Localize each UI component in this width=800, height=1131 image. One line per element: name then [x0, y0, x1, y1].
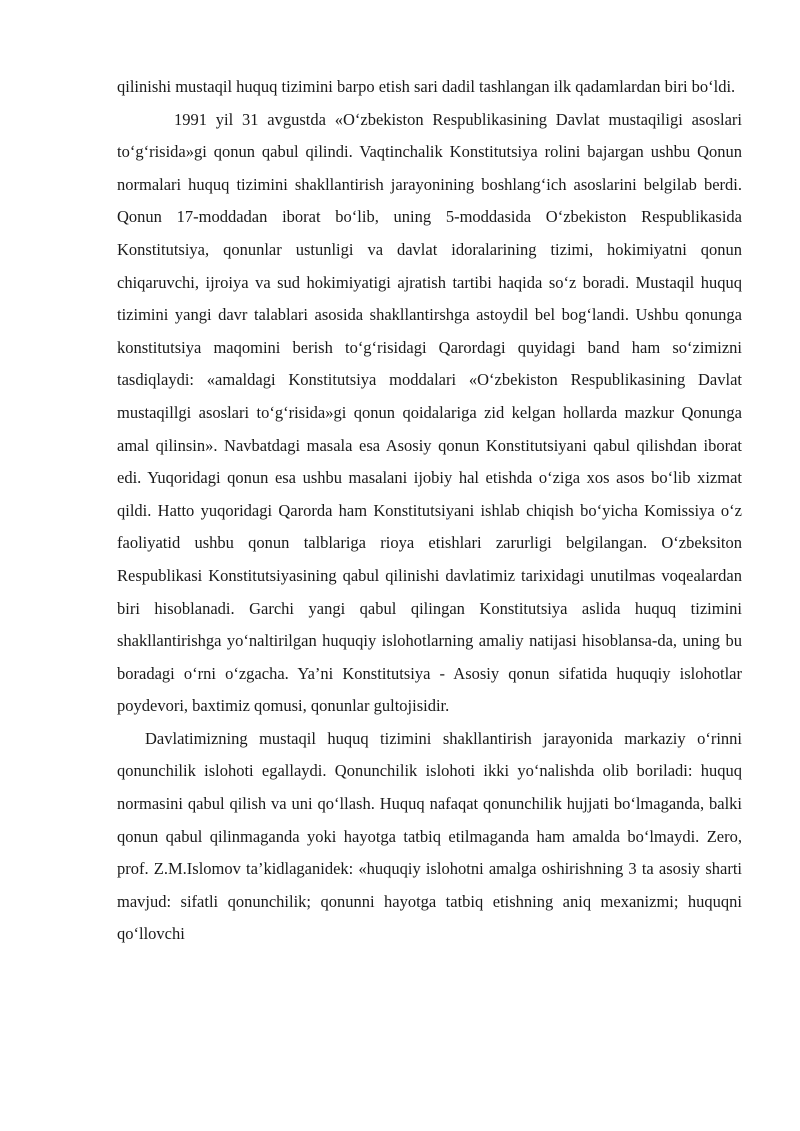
document-page [117, 71, 742, 951]
paragraph-continued: qilinishi mustaqil huquq tizimini barpo etish sari dadil tashlangan ilk qadamlardan biri bo‘ldi. [117, 77, 736, 96]
paragraph-law-1991: 1991 yil 31 avgustda «O‘zbekiston Respublikasining Davlat mustaqiligi asoslari to‘g‘risida»gi qonun qabul qilindi. Vaqtinchalik Konstitutsiya rolini bajargan ushbu Qonun normalari huquq tizimini shakllantirish jarayonining boshlang‘ich asoslarini belgilab berdi. Qonun 17-moddadan iborat bo‘lib, uning 5-moddasida O‘zbekiston Respublikasida Konstitutsiya, qonunlar ustunligi va davlat idoralarining tizimi, hokimiyatni qonun chiqaruvchi, ijroiya va sud hokimiyatigi ajratish tartibi haqida so‘z boradi. Mustaqil huquq tizimini yangi davr talablari asosida shakllantirshga astoydil bel bog‘landi. Ushbu qonunga konstitutsiya maqomini berish to‘g‘risidagi Qarordagi quyidagi band ham so‘zimizni tasdiqlaydi: «amaldagi Konstitutsiya moddalari «O‘zbekiston Respublikasining Davlat mustaqillgi asoslari to‘g‘risida»gi qonun qoidalariga zid kelgan hollarda mazkur Qonunga amal qilinsin». Navbatdagi masala esa Asosiy qonun Konstitutsiyani qabul qilishdan iborat edi. Yuqoridagi qonun esa ushbu masalani ijobiy hal etishda o‘ziga xos asos bo‘lib xizmat qildi. Hatto yuqoridagi Qarorda ham Konstitutsiyani ishlab chiqish bo‘yicha Komissiya o‘z faoliyatid ushbu qonun talblariga rioya etishlari zarurligi belgilangan. O‘zbeksiton Respublikasi Konstitutsiyasining qabul qilinishi davlatimiz tarixidagi unutilmas voqealardan biri hisoblanadi. Garchi yangi qabul qilingan Konstitutsiya aslida huquq tizimini shakllantirishga yo‘naltirilgan huquqiy islohotlarning amaliy natijasi hisoblansa-da, uning bu boradagi o‘rni o‘zgacha. Ya’ni Konstitutsiya - Asosiy qonun sifatida huquqiy islohotlar poydevori, baxtimiz qomusi, qonunlar gultojisidir. [117, 109, 742, 716]
paragraph-legislative-reform: Davlatimizning mustaqil huquq tizimini shakllantirish jarayonida markaziy o‘rinni qonunchilik islohoti egallaydi. Qonunchilik islohoti ikki yo‘nalishda olib boriladi: huquq normasini qabul qilish va uni qo‘llash. Huquq nafaqat qonunchilik hujjati bo‘lmaganda, balki qonun qabul qilinmaganda yoki hayotga tatbiq etilmaganda ham amalda bo‘lmaydi. Zero, prof. Z.M.Islomov ta’kidlaganidek: «huquqiy islohotni amalga oshirishning 3 ta asosiy sharti mavjud: sifatli qonunchilik; qonunni hayotga tatbiq etishning aniq mexanizmi; huquqni qo‘llovchi [117, 728, 742, 944]
